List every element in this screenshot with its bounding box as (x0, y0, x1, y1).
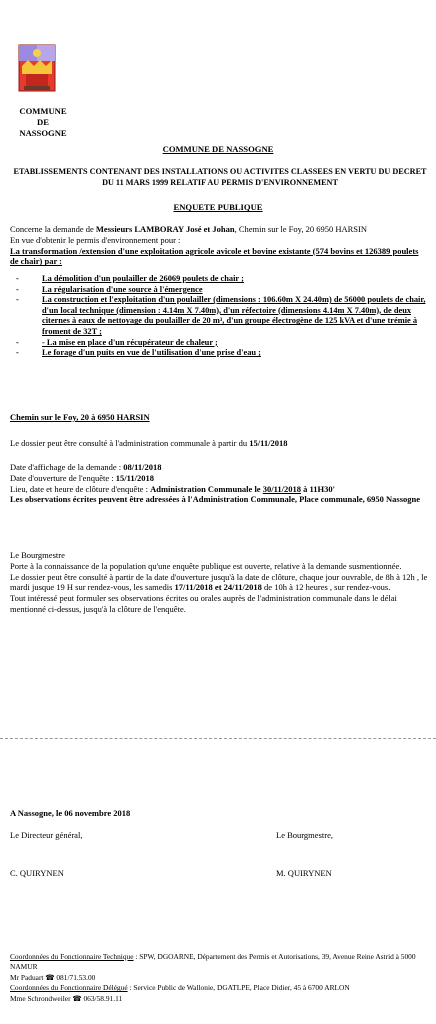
bourgmestre-block: Le Bourgmestre Porte à la connaissance de la population qu'une enquête publique est ouverte, relative à la demande susmentionnée. Le dossier peut être consulté à partir de la date d'ouverture jusqu'à la date de clôture, chaque jour ouvrable, de 8h à 12h , le mardi jusque 19 H sur rendez-vous, les samedis 17/11/2018 et 24/11/2018 de 10h à 12 heures , sur rendez-vous. Tout intéressé peut formuler ses observations écrites ou orales auprès de l'administration communale dans le délai mentionné ci-dessus, jusqu'à la clôture de l'enquête. (10, 550, 428, 614)
director-name: C. QUIRYNEN (10, 868, 64, 878)
list-item: - La régularisation d'une source à l'émergence (16, 284, 203, 294)
location: Chemin sur le Foy, 20 à 6950 HARSIN (10, 412, 150, 422)
delegate-label: Coordonnées du Fonctionnaire Délégué (10, 983, 128, 993)
commune-label: COMMUNE DE NASSOGNE (19, 106, 67, 138)
tech-contact: Mr Paduart ☎ 081/71.53.00 (10, 972, 96, 982)
tech-text: : SPW, DGOARNE, Département des Permis et Autorisations, 39, Avenue Reine Astrid à 5000 NAMUR (10, 952, 416, 972)
dates-block: Date d'affichage de la demande : 08/11/2018 Date d'ouverture de l'enquête : 15/11/2018 Lieu, date et heure de clôture d'enquête : Administration Communale le 30/11/2018 à 11H30' Les observations écrites peuvent être adressées à l'Administration Communale, Place communale, 6950 Nassogne (10, 462, 421, 505)
coat-of-arms-icon (18, 44, 56, 92)
applicants: Messieurs LAMBORAY José et Johan (95, 224, 235, 234)
purpose-line: En vue d'obtenir le permis d'environnement pour : (10, 234, 181, 245)
establishments-heading: ETABLISSEMENTS CONTENANT DES INSTALLATIONS OU ACTIVITES CLASSEES EN VERTU DU DECRET DU 11 MARS 1999 RELATIF AU PERMIS D'ENVIRONNEMENT (13, 167, 427, 187)
list-item: - - La mise en place d'un récupérateur de chaleur ; (16, 337, 218, 347)
footer-contacts (10, 952, 428, 1004)
bourgmestre-name: M. QUIRYNEN (276, 868, 332, 878)
works-list (10, 274, 426, 359)
list-item: - Le forage d'un puits en vue de l'utilisation d'une prise d'eau ; (16, 348, 261, 358)
delegate-contact: Mme Schrondweiler ☎ 063/58.91.11 (10, 993, 123, 1003)
consult-line: Le dossier peut être consulté à l'administration communale à partir du 15/11/2018 (10, 438, 288, 448)
list-item: - La démolition d'un poulailler de 26069 poulets de chair ; (16, 274, 244, 283)
page-separator (0, 738, 436, 739)
enquete-title: ENQUETE PUBLIQUE (173, 202, 263, 212)
page-title: COMMUNE DE NASSOGNE (162, 144, 274, 154)
request-paragraph (10, 224, 428, 267)
address: , Chemin sur le Foy, 20 6950 HARSIN (234, 224, 367, 234)
request-prefix: Concerne la demande de (10, 224, 96, 234)
list-item: - La construction et l'exploitation d'un poulailler (dimensions : 106.60m X 24.40m) de 56000 poulets de chair, d'un local technique (dimension : 4.14m X 7.40m), d'un réfectoire (dimensions 4.14m X 7.40m), de deux citernes à eaux de nettoyage du poulailler de 20 m³, d'un groupe électrogène de 125 kVA et d'une trémie à froment de 32T ; (16, 295, 426, 336)
delegate-text: : Service Public de Wallonie, DGATLPE, Place Didier, 45 à 6700 ARLON (127, 983, 350, 993)
tech-label: Coordonnées du Fonctionnaire Technique (10, 952, 134, 961)
place-date: A Nassogne, le 06 novembre 2018 (10, 808, 131, 818)
request-object: La transformation /extension d'une exploitation agricole avicole et bovine existante (574 bovins et 126389 poulets de chair) par : (10, 245, 419, 267)
director-title: Le Directeur général, (10, 830, 83, 840)
bourgmestre-title: Le Bourgmestre, (276, 830, 333, 840)
